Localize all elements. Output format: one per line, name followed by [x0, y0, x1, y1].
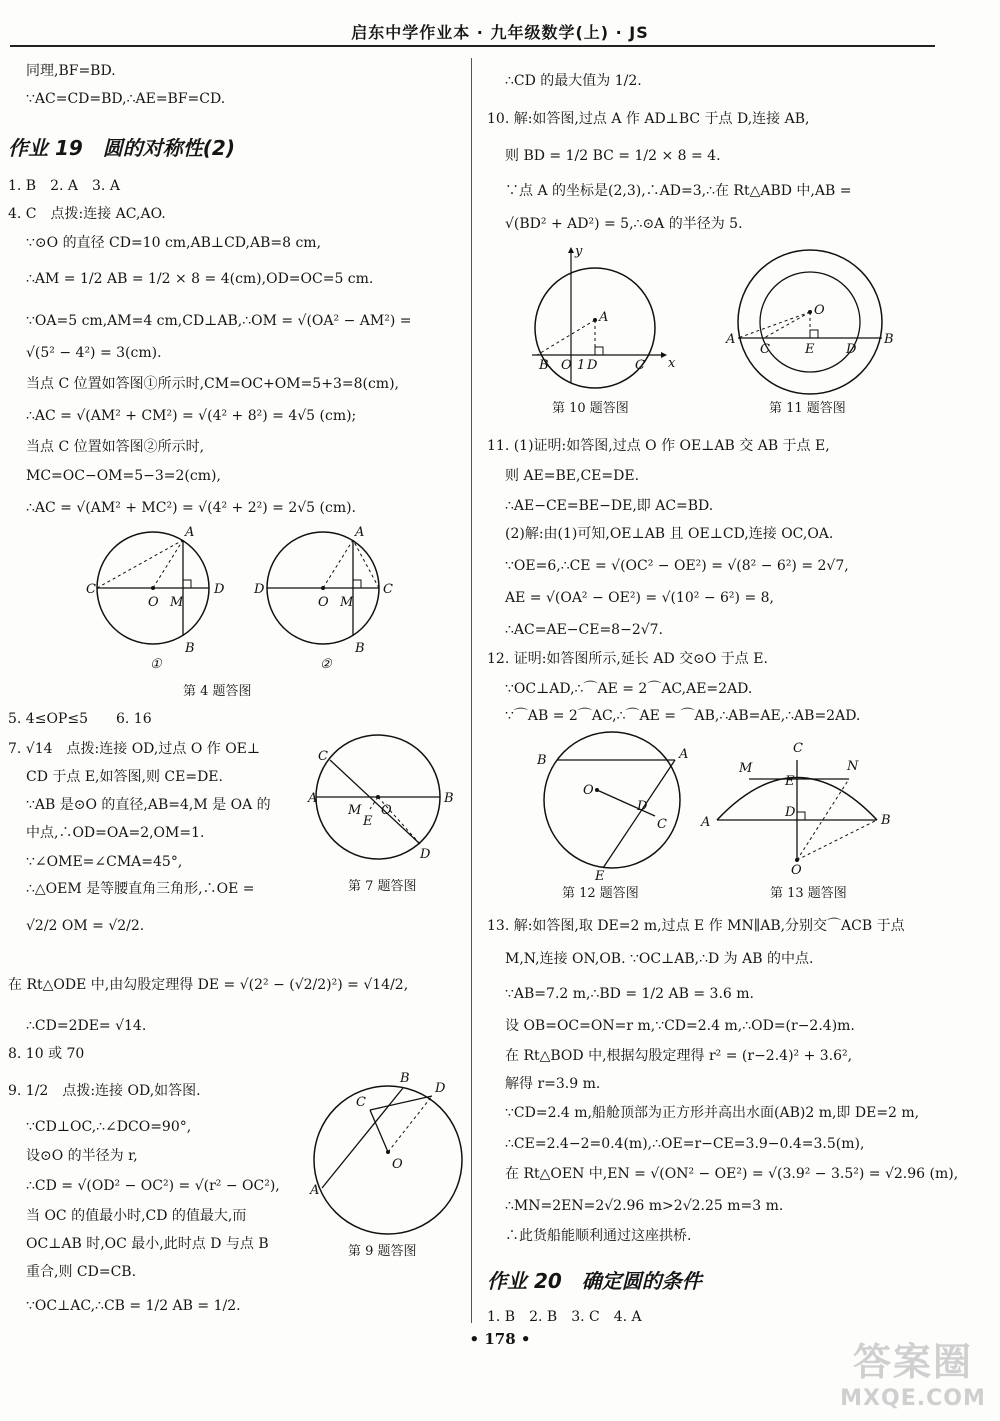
svg-text:B: B — [444, 791, 454, 806]
text-line: √2/2 OM = √2/2. — [26, 918, 145, 934]
svg-text:B: B — [400, 1071, 410, 1086]
figure-10-caption: 第 10 题答图 — [552, 401, 629, 416]
text-line: AE = √(OA² − OE²) = √(10² − 6²) = 8, — [505, 590, 774, 606]
text-line: ∴此货船能顺利通过这座拱桥. — [505, 1228, 692, 1244]
text-line: ∴CD = √(OD² − OC²) = √(r² − OC²), — [26, 1178, 280, 1194]
answer-line: 7. √14 点拨:连接 OD,过点 O 作 OE⊥ — [8, 741, 261, 757]
svg-text:C: C — [657, 817, 667, 832]
text-line: ∴AE−CE=BE−DE,即 AC=BD. — [505, 498, 714, 514]
text-line: OC⊥AB 时,OC 最小,此时点 D 与点 B — [26, 1236, 269, 1252]
svg-text:C: C — [383, 582, 393, 597]
figure-13-diagram — [697, 740, 897, 880]
text-line: ∴AC = √(AM² + CM²) = √(4² + 8²) = 4√5 (cm); — [26, 408, 357, 424]
text-line: 在 Rt△BOD 中,根据勾股定理得 r² = (r−2.4)² + 3.6², — [505, 1048, 853, 1064]
svg-text:B: B — [881, 813, 891, 828]
svg-text:M: M — [348, 803, 362, 818]
svg-text:D: D — [435, 1081, 446, 1096]
section-heading-20: 作业 20 确定圆的条件 — [487, 1269, 702, 1293]
svg-text:O: O — [148, 595, 159, 610]
section-heading-19: 作业 19 圆的对称性(2) — [8, 136, 235, 160]
text-line: M,N,连接 ON,OB. ∵OC⊥AB,∴D 为 AB 的中点. — [505, 951, 814, 967]
svg-text:O: O — [318, 595, 329, 610]
svg-text:A: A — [701, 815, 711, 830]
answer-line: 13. 解:如答图,取 DE=2 m,过点 E 作 MN∥AB,分别交⌒ACB 于点 — [487, 918, 905, 934]
answer-line: 1. B 2. B 3. C 4. A — [487, 1309, 642, 1325]
text-line: ∵CD=2.4 m,船舱顶部为正方形并高出水面(AB)2 m,即 DE=2 m, — [505, 1105, 920, 1121]
text-line: ∴MN=2EN=2√2.96 m>2√2.25 m=3 m. — [505, 1198, 784, 1214]
figure-4-part-1 — [86, 525, 225, 672]
figure-11-caption: 第 11 题答图 — [769, 401, 846, 416]
text-line: ∵OC⊥AC,∴CB = 1/2 AB = 1/2. — [26, 1298, 241, 1314]
text-line: ∵AB 是⊙O 的直径,AB=4,M 是 OA 的 — [26, 797, 271, 813]
svg-text:C: C — [86, 582, 96, 597]
text-line: ∴△OEM 是等腰直角三角形,∴OE = — [26, 881, 255, 897]
svg-text:B: B — [355, 641, 365, 656]
svg-text:B: B — [185, 641, 195, 656]
svg-text:O: O — [583, 783, 594, 798]
figure-12-diagram — [527, 728, 689, 884]
svg-text:A: A — [308, 791, 318, 806]
svg-text:D: D — [254, 582, 265, 597]
figure-4-label-1: ① — [150, 657, 162, 672]
svg-text:A: A — [185, 525, 195, 540]
figure-4-part-2 — [253, 525, 393, 672]
text-line: 则 BD = 1/2 BC = 1/2 × 8 = 4. — [505, 148, 721, 164]
svg-text:y: y — [575, 244, 583, 259]
text-line: ∴AC=AE−CE=8−2√7. — [505, 622, 664, 638]
column-divider — [471, 58, 472, 1323]
text-line: ∴CD 的最大值为 1/2. — [505, 73, 642, 89]
svg-text:B: B — [539, 358, 549, 373]
text-line: 重合,则 CD=CB. — [26, 1264, 137, 1280]
svg-text:B: B — [884, 332, 894, 347]
svg-text:C: C — [760, 342, 770, 357]
text-line: √(5² − 4²) = 3(cm). — [26, 345, 162, 361]
text-line: ∵⊙O 的直径 CD=10 cm,AB⊥CD,AB=8 cm, — [26, 235, 322, 251]
figure-7-diagram — [308, 730, 468, 870]
svg-text:M: M — [739, 761, 753, 776]
svg-text:A: A — [355, 525, 365, 540]
text-line: 当点 C 位置如答图①所示时,CM=OC+OM=5+3=8(cm), — [26, 376, 399, 392]
svg-text:D: D — [846, 342, 857, 357]
text-line: ∴CD=2DE= √14. — [26, 1018, 147, 1034]
svg-text:D: D — [214, 582, 225, 597]
text-line: 设 OB=OC=ON=r m,∵CD=2.4 m,∴OD=(r−2.4)m. — [505, 1018, 855, 1034]
figure-13-caption: 第 13 题答图 — [770, 886, 847, 901]
text-line: ∵OA=5 cm,AM=4 cm,CD⊥AB,∴OM = √(OA² − AM²) = — [26, 313, 412, 329]
figure-4-diagram — [68, 520, 428, 670]
text-line: 设⊙O 的半径为 r, — [26, 1148, 138, 1164]
svg-text:C: C — [635, 358, 645, 373]
text-line: MC=OC−OM=5−3=2(cm), — [26, 468, 221, 484]
text-line: ∵AC=CD=BD,∴AE=BF=CD. — [26, 91, 226, 107]
watermark-site: MXQE.COM — [840, 1386, 986, 1411]
text-line: CD 于点 E,如答图,则 CE=DE. — [26, 769, 223, 785]
text-line: ∴AM = 1/2 AB = 1/2 × 8 = 4(cm),OD=OC=5 cm. — [26, 271, 374, 287]
svg-text:D: D — [420, 847, 431, 862]
svg-text:A: A — [679, 747, 689, 762]
text-line: ∴CE=2.4−2=0.4(m),∴OE=r−CE=3.9−0.4=3.5(m), — [505, 1136, 865, 1152]
header-rule — [10, 45, 935, 47]
text-line: 在 Rt△OEN 中,EN = √(ON² − OE²) = √(3.9² − 3.5²) = √2.96 (m), — [505, 1166, 959, 1182]
svg-text:A: A — [310, 1183, 320, 1198]
running-header: 启东中学作业本 · 九年级数学(上) · JS — [351, 23, 649, 42]
answer-line: 11. (1)证明:如答图,过点 O 作 OE⊥AB 交 AB 于点 E, — [487, 438, 830, 454]
svg-text:O: O — [561, 358, 572, 373]
figure-4-label-2: ② — [320, 657, 332, 672]
answer-line: 4. C 点拨:连接 AC,AO. — [8, 206, 166, 222]
svg-text:A: A — [599, 310, 609, 325]
answer-line: 5. 4≤OP≤5 6. 16 — [8, 711, 152, 727]
svg-text:E: E — [805, 342, 815, 357]
svg-text:A: A — [726, 332, 736, 347]
svg-text:O: O — [814, 303, 825, 318]
svg-text:C: C — [318, 749, 328, 764]
svg-text:E: E — [363, 814, 373, 829]
text-line: ∵OC⊥AD,∴⌒AE = 2⌒AC,AE=2AD. — [505, 681, 753, 697]
svg-text:C: C — [356, 1095, 366, 1110]
text-line: ∵OE=6,∴CE = √(OC² − OE²) = √(8² − 6²) = 2√7, — [505, 558, 849, 574]
answer-line: 10. 解:如答图,过点 A 作 AD⊥BC 于点 D,连接 AB, — [487, 111, 810, 127]
svg-text:D: D — [587, 358, 598, 373]
figure-10-diagram — [527, 245, 677, 385]
text-line: ∵CD⊥OC,∴∠DCO=90°, — [26, 1119, 192, 1135]
svg-text:M: M — [340, 595, 354, 610]
text-line: ∵∠OME=∠CMA=45°, — [26, 854, 183, 870]
text-line: 中点,∴OD=OA=2,OM=1. — [26, 825, 205, 841]
svg-text:C: C — [793, 741, 803, 756]
answer-line: 9. 1/2 点拨:连接 OD,如答图. — [8, 1083, 201, 1099]
figure-9-diagram — [308, 1070, 468, 1240]
text-line: 当点 C 位置如答图②所示时, — [26, 439, 205, 455]
figure-9-caption: 第 9 题答图 — [348, 1244, 417, 1259]
text-line: 在 Rt△ODE 中,由勾股定理得 DE = √(2² − (√2/2)²) = √14/2, — [8, 977, 409, 993]
watermark-logo: 答案圈 — [852, 1340, 973, 1384]
svg-text:D: D — [785, 805, 796, 820]
svg-text:E: E — [785, 774, 795, 789]
text-line: 则 AE=BE,CE=DE. — [505, 468, 640, 484]
svg-text:E: E — [595, 869, 605, 884]
svg-text:O: O — [791, 863, 802, 878]
text-line: √(BD² + AD²) = 5,∴⊙A 的半径为 5. — [505, 216, 743, 232]
figure-4-caption: 第 4 题答图 — [183, 684, 252, 699]
svg-text:O: O — [381, 803, 392, 818]
figure-12-caption: 第 12 题答图 — [562, 886, 639, 901]
svg-text:x: x — [668, 356, 676, 371]
page-number: • 178 • — [469, 1330, 531, 1348]
text-line: (2)解:由(1)可知,OE⊥AB 且 OE⊥CD,连接 OC,OA. — [505, 526, 834, 542]
watermark — [838, 1331, 988, 1411]
svg-text:B: B — [537, 753, 547, 768]
text-line: ∵AB=7.2 m,∴BD = 1/2 AB = 3.6 m. — [505, 986, 754, 1002]
answer-line: 1. B 2. A 3. A — [8, 178, 120, 194]
text-line: 当 OC 的值最小时,CD 的值最大,而 — [26, 1208, 247, 1224]
answer-line: 12. 证明:如答图所示,延长 AD 交⊙O 于点 E. — [487, 651, 768, 667]
svg-text:1: 1 — [577, 358, 586, 373]
text-line: ∵⌒AB = 2⌒AC,∴⌒AE = ⌒AB,∴AB=AE,∴AB=2AD. — [505, 708, 861, 724]
answer-line: 8. 10 或 70 — [8, 1046, 85, 1062]
text-line: ∵点 A 的坐标是(2,3),∴AD=3,∴在 Rt△ABD 中,AB = — [505, 183, 852, 199]
svg-text:M: M — [170, 595, 184, 610]
svg-text:D: D — [637, 799, 648, 814]
figure-7-caption: 第 7 题答图 — [348, 879, 417, 894]
text-line: 同理,BF=BD. — [26, 63, 116, 79]
figure-11-diagram — [726, 250, 894, 400]
text-line: 解得 r=3.9 m. — [505, 1076, 601, 1092]
svg-text:O: O — [392, 1157, 403, 1172]
svg-text:N: N — [847, 759, 859, 774]
text-line: ∴AC = √(AM² + MC²) = √(4² + 2²) = 2√5 (cm). — [26, 500, 357, 516]
